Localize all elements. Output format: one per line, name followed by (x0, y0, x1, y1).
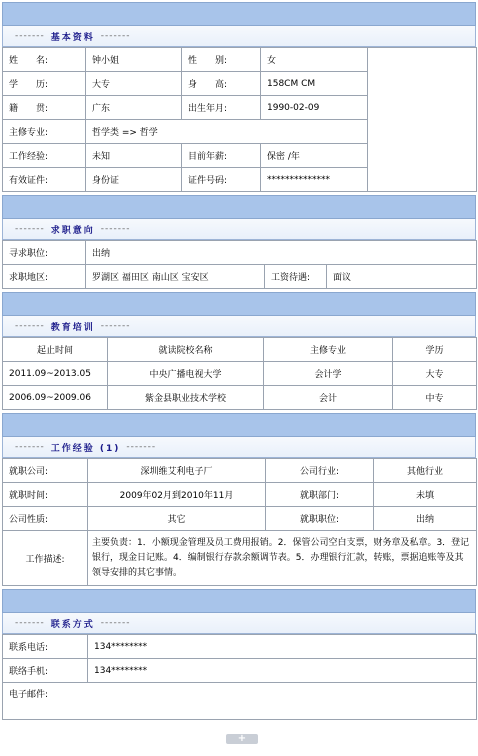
photo-placeholder (368, 48, 477, 192)
work-section-title: 工作经验 (1) (50, 443, 121, 454)
intention-table (2, 240, 477, 289)
expand-toggle-button[interactable] (226, 734, 258, 744)
edu-degree: 大专 (393, 362, 477, 386)
work-section-header: ------- 工作经验 (1) ------- (2, 437, 476, 458)
birth-label: 出生年月: (182, 96, 261, 120)
phone-label: 联系电话: (3, 635, 88, 659)
position-value: 出纳 (86, 241, 477, 265)
area-value: 罗湖区 福田区 南山区 宝安区 (86, 265, 265, 289)
edu-school: 紫金县职业技术学校 (108, 386, 264, 410)
education-section-title: 教育培训 (50, 322, 95, 333)
major-label: 主修专业: (3, 120, 86, 144)
major-value: 哲学类 => 哲学 (86, 120, 368, 144)
company-value: 深圳维艾利电子厂 (88, 459, 266, 483)
job-value: 出纳 (374, 507, 477, 531)
dept-label: 就职部门: (266, 483, 374, 507)
nature-label: 公司性质: (3, 507, 88, 531)
education-label: 学 历: (3, 72, 86, 96)
salary-value: 保密 /年 (261, 144, 368, 168)
table-row (3, 386, 477, 410)
contact-table (2, 634, 477, 720)
education-section-header: ------- 教育培训 ------- (2, 316, 476, 337)
edu-period: 2006.09~2009.06 (3, 386, 108, 410)
treatment-label: 工资待遇: (265, 265, 327, 289)
gender-label: 性 别: (182, 48, 261, 72)
contact-section-header: ------- 联系方式 ------- (2, 613, 476, 634)
edu-major: 会计学 (264, 362, 393, 386)
email-label: 电子邮件: (9, 690, 49, 700)
phone-value: 134******** (88, 635, 477, 659)
dept-value: 未填 (374, 483, 477, 507)
edu-header-major: 主修专业 (264, 338, 393, 362)
basic-info-table (2, 47, 477, 192)
education-table (2, 337, 477, 410)
section-band (2, 413, 476, 437)
company-label: 就职公司: (3, 459, 88, 483)
mobile-label: 联络手机: (3, 659, 88, 683)
edu-major: 会计 (264, 386, 393, 410)
birth-value: 1990-02-09 (261, 96, 368, 120)
industry-label: 公司行业: (266, 459, 374, 483)
edu-header-period: 起止时间 (3, 338, 108, 362)
id-value: 身份证 (86, 168, 182, 192)
idnum-value: ************** (261, 168, 368, 192)
job-label: 就职职位: (266, 507, 374, 531)
height-value: 158CM CM (261, 72, 368, 96)
experience-value: 未知 (86, 144, 182, 168)
id-label: 有效证件: (3, 168, 86, 192)
basic-section-title: 基本资料 (50, 32, 95, 43)
intention-section-title: 求职意向 (50, 225, 95, 236)
section-band (2, 292, 476, 316)
table-row (3, 362, 477, 386)
edu-header-school: 就读院校名称 (108, 338, 264, 362)
name-label: 姓 名: (3, 48, 86, 72)
salary-label: 目前年薪: (182, 144, 261, 168)
edu-header-degree: 学历 (393, 338, 477, 362)
nature-value: 其它 (88, 507, 266, 531)
edu-school: 中央广播电视大学 (108, 362, 264, 386)
section-band (2, 195, 476, 219)
section-band (2, 589, 476, 613)
name-value: 钟小姐 (86, 48, 182, 72)
industry-value: 其他行业 (374, 459, 477, 483)
native-label: 籍 贯: (3, 96, 86, 120)
idnum-label: 证件号码: (182, 168, 261, 192)
treatment-value: 面议 (327, 265, 477, 289)
desc-label: 工作描述: (3, 531, 88, 586)
edu-period: 2011.09~2013.05 (3, 362, 108, 386)
period-label: 就职时间: (3, 483, 88, 507)
experience-label: 工作经验: (3, 144, 86, 168)
gender-value: 女 (261, 48, 368, 72)
basic-section-header: ------- 基本资料 ------- (2, 26, 476, 47)
intention-section-header: ------- 求职意向 ------- (2, 219, 476, 240)
period-value: 2009年02月到2010年11月 (88, 483, 266, 507)
work-table (2, 458, 477, 586)
edu-degree: 中专 (393, 386, 477, 410)
native-value: 广东 (86, 96, 182, 120)
contact-section-title: 联系方式 (50, 619, 95, 630)
height-label: 身 高: (182, 72, 261, 96)
area-label: 求职地区: (3, 265, 86, 289)
desc-value: 主要负责：1．小额现金管理及员工费用报销。2．保管公司空白支票，财务章及私章。3．登记银行，现金日记账。4．编制银行存款余额调节表。5．办理银行汇款，转账，票据追账等及其领导安排的其它事情。 (88, 531, 477, 586)
education-value: 大专 (86, 72, 182, 96)
position-label: 寻求职位: (3, 241, 86, 265)
section-band (2, 2, 476, 26)
resume-page (2, 2, 476, 720)
mobile-value: 134******** (88, 659, 477, 683)
plus-icon: + (237, 733, 247, 744)
email-row (3, 683, 477, 720)
